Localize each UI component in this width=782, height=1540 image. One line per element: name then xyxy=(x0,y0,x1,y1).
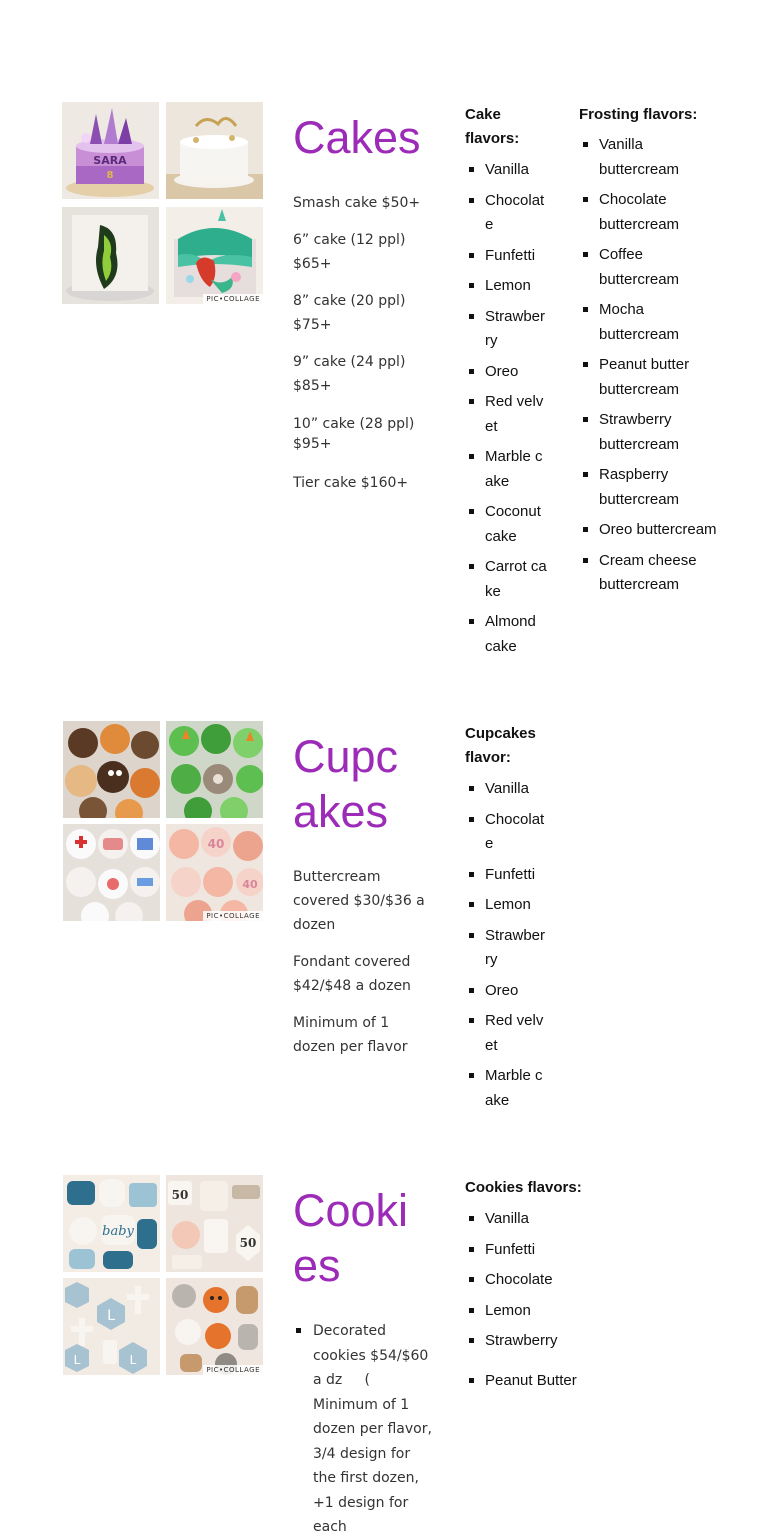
cookies-flavors-heading: Cookies flavors: xyxy=(465,1179,582,1196)
cookie-photo-fox xyxy=(166,1278,263,1375)
list-item: Strawberry xyxy=(465,305,547,354)
collage-badge: PIC•COLLAGE xyxy=(203,911,263,921)
list-item: Oreo xyxy=(465,360,547,385)
list-item: Vanilla buttercream xyxy=(579,133,724,182)
list-item: Chocolate xyxy=(465,808,547,857)
list-item: Almond cake xyxy=(465,610,547,659)
cookies-price-list xyxy=(293,1319,460,1540)
cookie-photo-baby-blue xyxy=(63,1175,160,1272)
list-item: Vanilla xyxy=(465,777,547,802)
collage-badge: PIC•COLLAGE xyxy=(203,1365,263,1375)
list-item: Vanilla xyxy=(465,158,547,183)
cupcakes-flavors-heading: Cupcakes flavor: xyxy=(465,725,536,766)
cupcakes-title: Cupcakes xyxy=(293,731,399,837)
cake-photo-white-gold xyxy=(166,102,263,199)
cake-photo-geode xyxy=(62,207,159,304)
list-item: Oreo xyxy=(465,979,547,1004)
svg-text:50: 50 xyxy=(239,1236,257,1250)
list-item: Marble cake xyxy=(465,1064,547,1113)
collage-badge: PIC•COLLAGE xyxy=(203,294,263,304)
list-item: Strawberry xyxy=(465,924,547,973)
list-item: Coconut cake xyxy=(465,500,547,549)
list-item: Strawberry xyxy=(465,1329,665,1354)
frosting-flavors-heading: Frosting flavors: xyxy=(579,106,698,123)
svg-text:L: L xyxy=(129,1353,137,1367)
cookies-price-item: Decorated cookies $54/$60 a dz ( Minimum of 1 dozen per flavor, 3/4 design for the first dozen, +1 design for each xyxy=(293,1319,433,1540)
cupcakes-price-3: Minimum of 1 dozen per flavor xyxy=(293,1015,408,1055)
list-item: Marble cake xyxy=(465,445,547,494)
svg-text:8: 8 xyxy=(106,170,114,181)
list-item: Raspberry buttercream xyxy=(579,463,724,512)
cupcakes-photo-collage xyxy=(63,721,265,925)
cookies-flavors-list xyxy=(465,1207,665,1360)
list-item: Oreo buttercream xyxy=(579,518,724,543)
cupcake-photo-medical xyxy=(63,824,160,921)
list-item: Red velvet xyxy=(465,1009,547,1058)
svg-text:50: 50 xyxy=(171,1188,189,1202)
cakes-price-3: 8” cake (20 ppl) $75+ xyxy=(293,293,406,333)
svg-text:40: 40 xyxy=(207,837,225,851)
cupcake-photo-woodland xyxy=(63,721,160,818)
svg-text:40: 40 xyxy=(242,878,258,891)
list-item: Peanut butter buttercream xyxy=(579,353,724,402)
cookie-photo-fifty xyxy=(166,1175,263,1272)
cookies-photo-collage xyxy=(63,1175,265,1379)
cakes-title: Cakes xyxy=(293,112,421,163)
list-item: Vanilla xyxy=(465,1207,665,1232)
cake-photo-purple-sara xyxy=(62,102,159,199)
cakes-price-6: Tier cake $160+ xyxy=(293,475,409,491)
cakes-price-1: Smash cake $50+ xyxy=(293,195,421,211)
cakes-price-5: 10” cake (28 ppl) $95+ xyxy=(293,416,415,452)
cookie-photo-crosses xyxy=(63,1278,160,1375)
cake-flavors-heading: Cake flavors: xyxy=(465,106,520,147)
list-item: Mocha buttercream xyxy=(579,298,724,347)
cookies-extra-flavor-list xyxy=(465,1369,665,1400)
list-item: Red velvet xyxy=(465,390,547,439)
list-item: Chocolate xyxy=(465,1268,665,1293)
list-item: Lemon xyxy=(465,1299,665,1324)
list-item: Funfetti xyxy=(465,1238,665,1263)
svg-text:baby: baby xyxy=(102,1224,134,1239)
list-item: Funfetti xyxy=(465,863,547,888)
cakes-price-2: 6” cake (12 ppl) $65+ xyxy=(293,232,406,272)
list-item: Funfetti xyxy=(465,244,547,269)
list-item: Lemon xyxy=(465,274,547,299)
svg-text:SARA: SARA xyxy=(93,154,127,167)
list-item: Coffee buttercream xyxy=(579,243,724,292)
list-item: Carrot cake xyxy=(465,555,547,604)
svg-text:L: L xyxy=(107,1308,115,1324)
list-item: Chocolate buttercream xyxy=(579,188,724,237)
cookies-title: Cookies xyxy=(293,1185,409,1291)
frosting-flavors-list xyxy=(579,133,724,604)
cupcakes-price-1: Buttercream covered $30/$36 a dozen xyxy=(293,869,425,933)
list-item: Strawberry buttercream xyxy=(579,408,724,457)
list-item: Cream cheese buttercream xyxy=(579,549,724,598)
svg-text:L: L xyxy=(73,1353,81,1367)
cupcake-photo-garden xyxy=(166,721,263,818)
cakes-price-4: 9” cake (24 ppl) $85+ xyxy=(293,354,406,394)
cake-flavors-list xyxy=(465,158,547,665)
cupcakes-price-2: Fondant covered $42/$48 a dozen xyxy=(293,954,411,994)
list-item: Peanut Butter xyxy=(465,1369,665,1394)
cake-photo-mermaid xyxy=(166,207,263,304)
cakes-photo-collage xyxy=(62,102,264,306)
cupcakes-flavors-list xyxy=(465,777,547,1119)
cupcake-photo-roses-40 xyxy=(166,824,263,921)
list-item: Chocolate xyxy=(465,189,547,238)
list-item: Lemon xyxy=(465,893,547,918)
